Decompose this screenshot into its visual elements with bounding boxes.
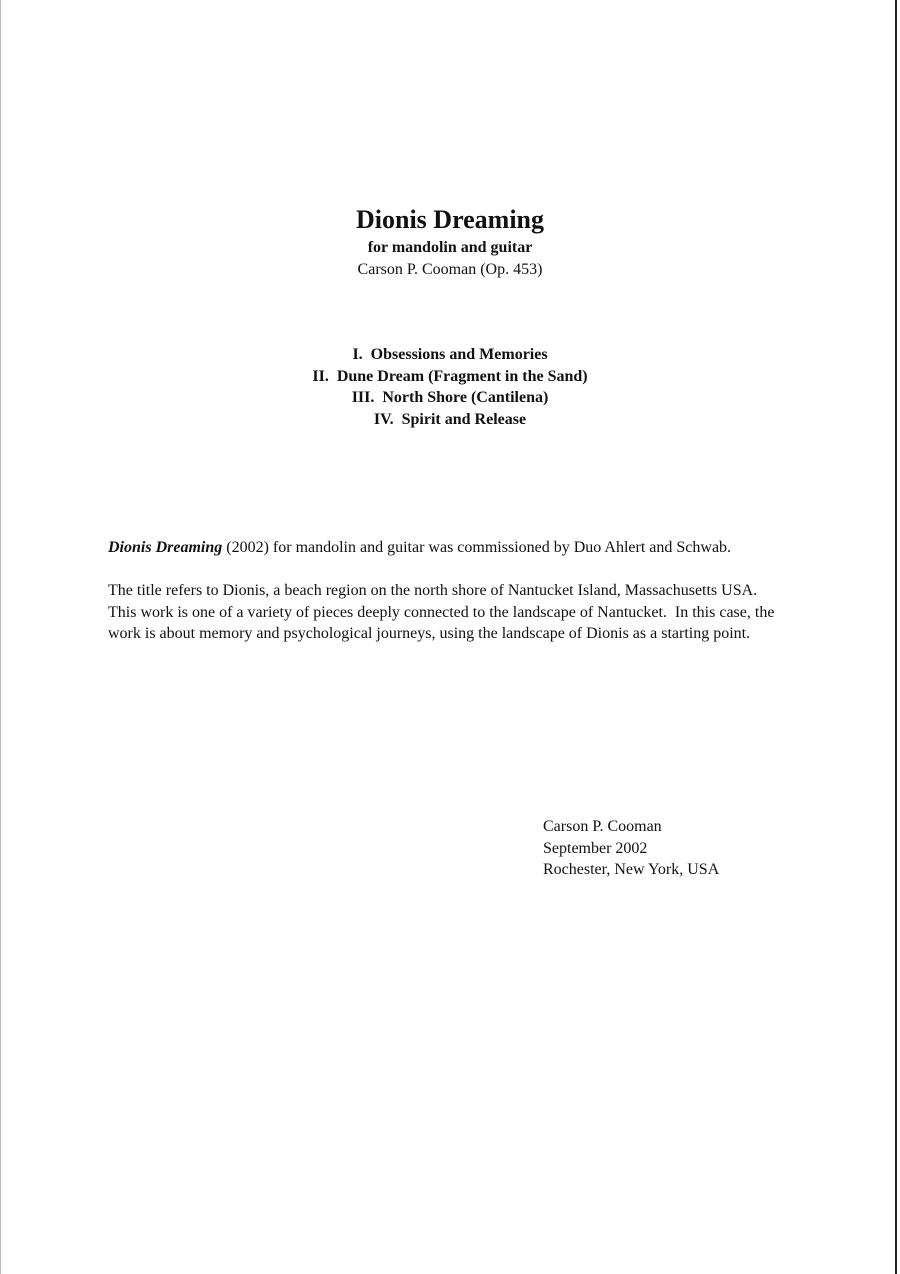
page-title: Dionis Dreaming bbox=[355, 205, 545, 234]
signature-name: Carson P. Cooman bbox=[543, 818, 662, 835]
work-title-italic: Dionis Dreaming bbox=[108, 539, 223, 556]
title-block bbox=[0, 203, 900, 281]
commission-text: (2002) for mandolin and guitar was commissioned by Duo Ahlert and Schwab. bbox=[222, 539, 732, 556]
signature-place: Rochester, New York, USA bbox=[543, 861, 720, 878]
program-notes bbox=[108, 537, 788, 666]
movement-item: III. North Shore (Cantilena) bbox=[351, 389, 549, 406]
movement-list bbox=[0, 344, 900, 430]
instrumentation-subtitle: for mandolin and guitar bbox=[367, 239, 533, 256]
signature-block bbox=[543, 816, 719, 881]
movement-item: II. Dune Dream (Fragment in the Sand) bbox=[312, 367, 588, 385]
signature-date: September 2002 bbox=[543, 839, 648, 857]
commission-paragraph bbox=[108, 537, 788, 559]
movement-item: IV. Spirit and Release bbox=[373, 410, 527, 428]
composer-opus-line: Carson P. Cooman (Op. 453) bbox=[357, 261, 543, 278]
description-paragraph: The title refers to Dionis, a beach region on the north shore of Nantucket Island, Massachusetts USA. This work is one of a variety of pieces deeply connected to the landscape of Nantucket. In this case, the work is about memory and psychological journeys, using the landscape of Dionis as a starting point. bbox=[108, 582, 779, 642]
movement-item: I. Obsessions and Memories bbox=[352, 346, 548, 363]
